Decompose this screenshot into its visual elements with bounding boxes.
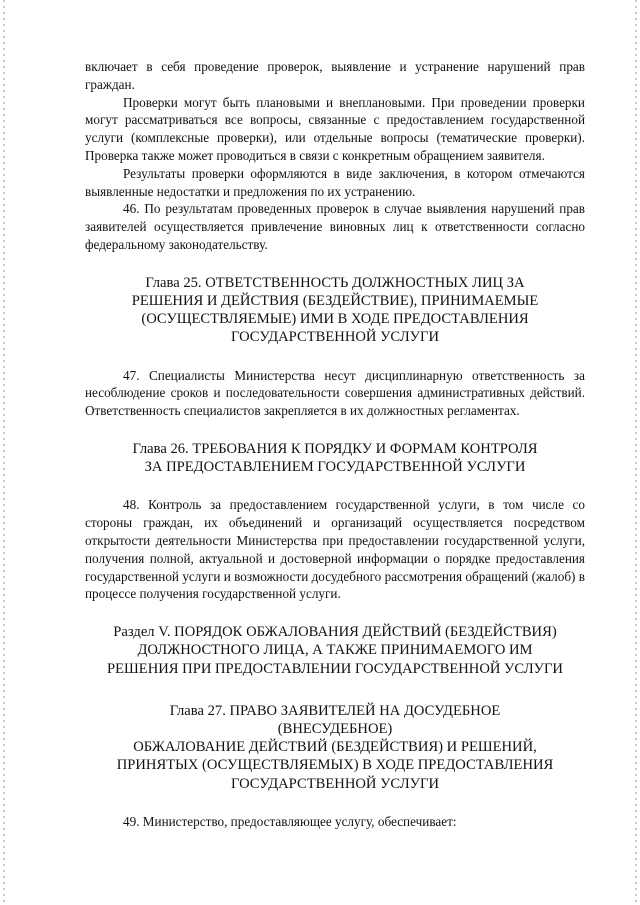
scan-edge-left [3,0,5,905]
heading-chapter-25: Глава 25. ОТВЕТСТВЕННОСТЬ ДОЛЖНОСТНЫХ ЛИЦ ЗА РЕШЕНИЯ И ДЕЙСТВИЯ (БЕЗДЕЙСТВИЕ), ПРИНИМАЕМЫЕ (ОСУЩЕСТВЛЯЕМЫЕ) ИМИ В ХОДЕ ПРЕДОСТАВЛЕНИЯ ГОСУДАРСТВЕННОЙ УСЛУГИ [131,274,539,346]
paragraph-48: 48. Контроль за предоставлением государственной услуги, в том числе со стороны граждан, их объединений и организаций осуществляется посредством открытости деятельности Министерства при предоставлении государственной услуги, получения полной, актуальной и достоверной информации о порядке предоставления государственной услуги и возможности досудебного рассмотрения обращений (жалоб) в процессе получения государственной услуги. [85,497,585,602]
paragraph-inspections-types: Проверки могут быть плановыми и внеплановыми. При проведении проверки могут рассматриваться все вопросы, связанные с предоставлением государственной услуги (комплексные проверки), или отдельные вопросы (тематические проверки). Проверка также может проводиться в связи с конкретным обращением заявителя. [85,94,585,163]
paragraph-49: 49. Министерство, предоставляющее услугу, обеспечивает: [123,813,457,829]
heading-chapter-27: Глава 27. ПРАВО ЗАЯВИТЕЛЕЙ НА ДОСУДЕБНОЕ (ВНЕСУДЕБНОЕ) ОБЖАЛОВАНИЕ ДЕЙСТВИЙ (БЕЗДЕЙСТВИЯ) И РЕШЕНИЙ, ПРИНЯТЫХ (ОСУЩЕСТВЛЯЕМЫХ) В ХОДЕ ПРЕДОСТАВЛЕНИЯ ГОСУДАРСТВЕННОЙ УСЛУГИ [116,702,554,792]
paragraph-inspection-results: Результаты проверки оформляются в виде заключения, в котором отмечаются выявленные недостатки и предложения по их устранению. [85,165,585,199]
paragraph-46: 46. По результатам проведенных проверок в случае выявления нарушений прав заявителей осуществляется привлечение виновных лиц к ответственности согласно федеральному законодательству. [85,201,585,252]
paragraph-47: 47. Специалисты Министерства несут дисциплинарную ответственность за несоблюдение сроков и последовательности совершения административных действий. Ответственность специалистов закрепляется в их должностных регламентах. [85,367,585,419]
heading-section-5: Раздел V. ПОРЯДОК ОБЖАЛОВАНИЯ ДЕЙСТВИЙ (БЕЗДЕЙСТВИЯ) ДОЛЖНОСТНОГО ЛИЦА, А ТАКЖЕ ПРИНИМАЕМОГО ИМ РЕШЕНИЯ ПРИ ПРЕДОСТАВЛЕНИИ ГОСУДАРСТВЕННОЙ УСЛУГИ [107,624,563,677]
document-page [85,58,585,831]
scan-edge-right [635,0,637,905]
paragraph-continuation: включает в себя проведение проверок, выявление и устранение нарушений прав граждан. [85,59,585,92]
heading-chapter-26: Глава 26. ТРЕБОВАНИЯ К ПОРЯДКУ И ФОРМАМ КОНТРОЛЯ ЗА ПРЕДОСТАВЛЕНИЕМ ГОСУДАРСТВЕННОЙ УСЛУГИ [132,440,538,476]
